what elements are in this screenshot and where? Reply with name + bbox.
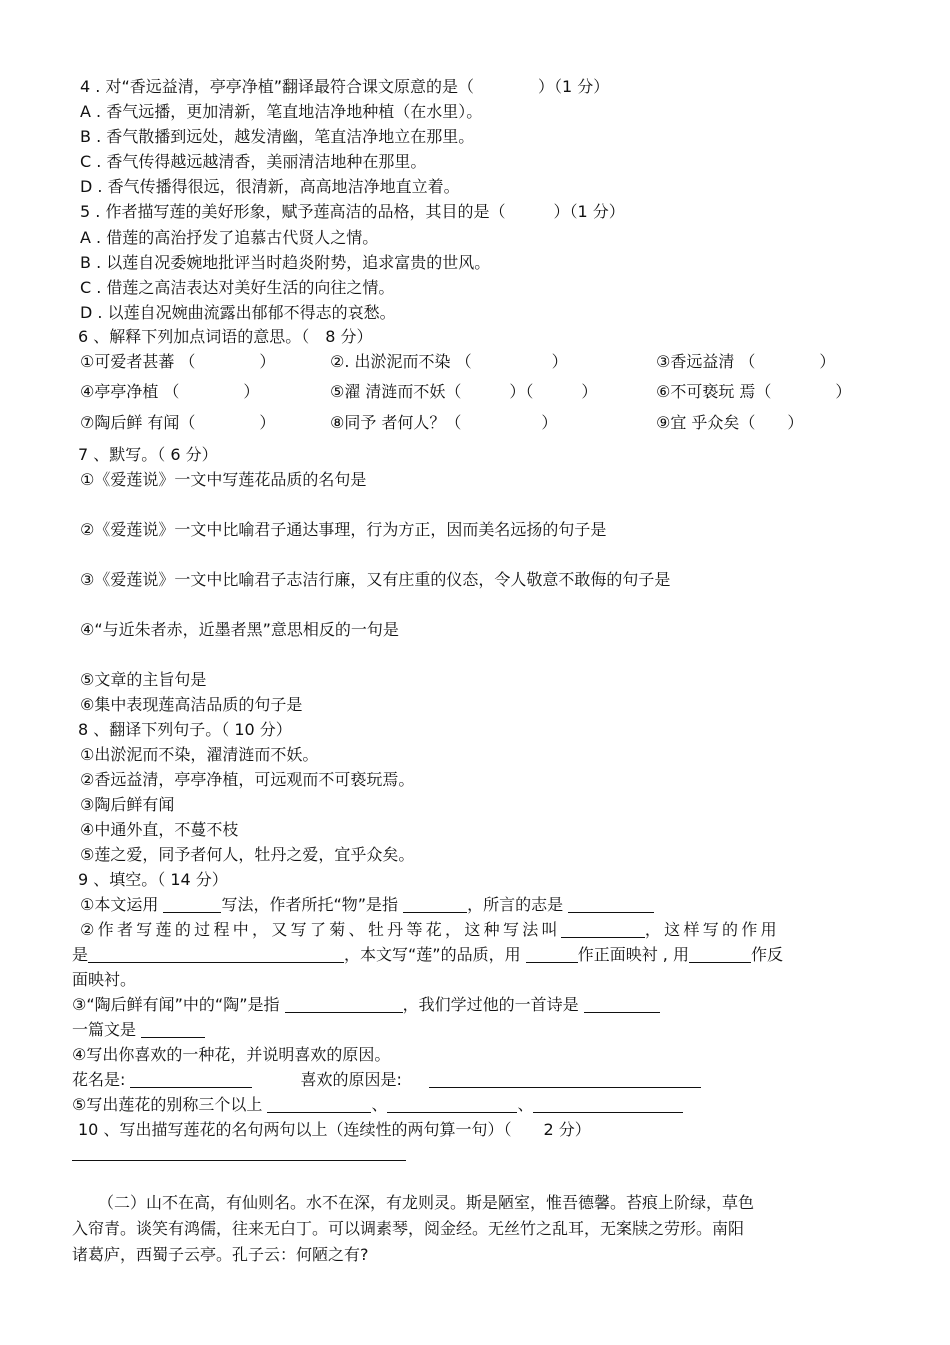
q6-item-5: ⑤濯 清涟而不妖（ ）（ ） xyxy=(330,382,598,401)
answer-blank[interactable] xyxy=(403,896,467,913)
q9-line-3-text-a: 是 xyxy=(72,945,89,964)
answer-blank[interactable] xyxy=(689,946,751,963)
answer-blank[interactable] xyxy=(561,921,645,938)
answer-blank[interactable] xyxy=(163,896,221,913)
q9-line-9 xyxy=(72,1095,683,1115)
q9-stem: 9 、填空。（ 14 分） xyxy=(78,870,228,889)
q4-option-a: A . 香气远播，更加清新，笔直地洁净地种植（在水里）。 xyxy=(80,102,483,121)
q9-line-6 xyxy=(72,1020,205,1040)
q7-item-2: ②《爱莲说》一文中比喻君子通达事理，行为方正，因而美名远扬的句子是 xyxy=(80,520,607,539)
q4-option-c: C . 香气传得越远越清香，美丽清洁地种在那里。 xyxy=(80,152,427,171)
q6-item-7: ⑦陶后鲜 有闻（ ） xyxy=(80,413,276,432)
q6-item-8: ⑧同予 者何人？（ ） xyxy=(330,413,558,432)
q8-stem: 8 、翻译下列句子。（ 10 分） xyxy=(78,720,292,739)
answer-blank[interactable] xyxy=(584,996,660,1013)
q8-item-1: ①出淤泥而不染，濯清涟而不妖。 xyxy=(80,745,319,764)
answer-blank[interactable] xyxy=(88,946,344,963)
q6-item-1: ①可爱者甚蕃 （ ） xyxy=(80,352,276,371)
q8-item-4: ④中通外直，不蔓不枝 xyxy=(80,820,239,839)
q4-option-b: B . 香气散播到远处，越发清幽，笔直洁净地立在那里。 xyxy=(80,127,475,146)
q5-option-c: C . 借莲之高洁表达对美好生活的向往之情。 xyxy=(80,278,395,297)
q9-line-9-text-c: 、 xyxy=(517,1095,534,1114)
q9-line-3-text-d: 作反 xyxy=(750,945,783,964)
q9-line-4: 面映衬。 xyxy=(72,970,137,989)
q9-line-2 xyxy=(80,920,780,940)
q9-line-8 xyxy=(72,1070,701,1090)
answer-blank[interactable] xyxy=(568,896,654,913)
answer-blank[interactable] xyxy=(429,1071,701,1088)
answer-blank[interactable] xyxy=(130,1071,252,1088)
q6-stem: 6 、解释下列加点词语的意思。（ 8 分） xyxy=(78,327,373,346)
q9-line-6-text: 一篇文是 xyxy=(72,1020,142,1039)
q6-item-3: ③香远益清 （ ） xyxy=(656,352,836,371)
q9-line-3-text-c: 作正面映衬 , 用 xyxy=(577,945,689,964)
q6-item-2: ②. 出淤泥而不染 （ ） xyxy=(330,352,568,371)
q5-option-a: A . 借莲的高治抒发了追慕古代贤人之情。 xyxy=(80,228,379,247)
q9-line-5-text-b: ，我们学过他的一首诗是 xyxy=(402,995,584,1014)
q9-line-8-text-b: 喜欢的原因是: xyxy=(300,1070,407,1089)
q9-line-1-text-a: ①本文运用 xyxy=(80,895,164,914)
q7-item-1: ①《爱莲说》一文中写莲花品质的名句是 xyxy=(80,470,367,489)
q9-line-3-text-b: ，本文写“莲”的品质，用 xyxy=(344,945,526,964)
q4-stem: 4 . 对“香远益清，亭亭净植”翻译最符合课文原意的是（ ）（1 分） xyxy=(80,77,610,96)
q7-item-6: ⑥集中表现莲高洁品质的句子是 xyxy=(80,695,303,714)
q8-item-2: ②香远益清，亭亭净植，可远观而不可亵玩焉。 xyxy=(80,770,415,789)
q10-stem: 10 、写出描写莲花的名句两句以上（连续性的两句算一句）（ 2 分） xyxy=(78,1120,591,1139)
answer-blank[interactable] xyxy=(141,1021,205,1038)
q5-stem: 5 . 作者描写莲的美好形象，赋予莲高洁的品格，其目的是（ ）（1 分） xyxy=(80,202,625,221)
q9-line-9-text-a: ⑤写出莲花的别称三个以上 xyxy=(72,1095,268,1114)
q7-item-4: ④“与近朱者赤，近墨者黑”意思相反的一句是 xyxy=(80,620,399,639)
q9-line-2-text-b: ，这样写的作用 xyxy=(644,920,780,939)
q8-item-5: ⑤莲之爱，同予者何人，牡丹之爱，宜乎众矣。 xyxy=(80,845,415,864)
q6-item-4: ④亭亭净植 （ ） xyxy=(80,382,260,401)
passage-line-3: 诸葛庐，西蜀子云亭。孔子云：何陋之有? xyxy=(72,1245,369,1264)
q5-option-d: D . 以莲自况婉曲流露出郁郁不得志的哀愁。 xyxy=(80,303,396,322)
q9-line-5-text-a: ③“陶后鲜有闻”中的“陶”是指 xyxy=(72,995,285,1014)
passage-line-2: 入帘青。谈笑有鸿儒，往来无白丁。可以调素琴，阅金经。无丝竹之乱耳，无案牍之劳形。南阳 xyxy=(72,1219,745,1238)
passage-line-1: （二）山不在高，有仙则名。水不在深，有龙则灵。斯是陋室，惟吾德馨。苔痕上阶绿，草色 xyxy=(98,1193,755,1212)
answer-blank[interactable] xyxy=(387,1096,517,1113)
q9-line-1 xyxy=(80,895,654,915)
q4-option-d: D . 香气传播得很远，很清新，高高地洁净地直立着。 xyxy=(80,177,460,196)
q9-line-1-text-b: 写法，作者所托“物”是指 xyxy=(221,895,404,914)
q6-item-6: ⑥不可亵玩 焉（ ） xyxy=(656,382,852,401)
q7-item-5: ⑤文章的主旨句是 xyxy=(80,670,207,689)
answer-blank[interactable] xyxy=(526,946,578,963)
q9-line-9-text-b: 、 xyxy=(371,1095,388,1114)
q9-line-2-text-a: ②作者写莲的过程中，又写了菊、牡丹等花，这种写法叫 xyxy=(80,920,561,939)
answer-blank[interactable] xyxy=(285,996,403,1013)
q9-line-7: ④写出你喜欢的一种花，并说明喜欢的原因。 xyxy=(72,1045,391,1064)
q7-stem: 7 、默写。（ 6 分） xyxy=(78,445,218,464)
answer-blank[interactable] xyxy=(533,1096,683,1113)
q10-answer-line[interactable] xyxy=(72,1160,406,1161)
q9-line-5 xyxy=(72,995,660,1015)
q9-line-1-text-c: ，所言的志是 xyxy=(467,895,569,914)
answer-blank[interactable] xyxy=(267,1096,371,1113)
q9-line-8-text-a: 花名是: xyxy=(72,1070,131,1089)
q7-item-3: ③《爱莲说》一文中比喻君子志洁行廉，又有庄重的仪态，令人敬意不敢侮的句子是 xyxy=(80,570,671,589)
q5-option-b: B . 以莲自况委婉地批评当时趋炎附势，追求富贵的世风。 xyxy=(80,253,491,272)
q8-item-3: ③陶后鲜有闻 xyxy=(80,795,175,814)
q9-line-3 xyxy=(72,945,783,965)
q6-item-9: ⑨宜 乎众矣（ ） xyxy=(656,413,804,432)
